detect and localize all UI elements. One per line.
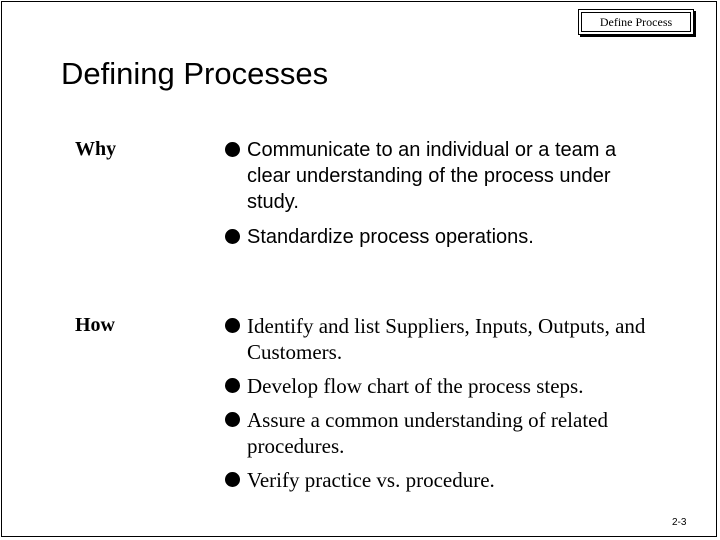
bullet-icon [225,142,240,157]
section-label-why: Why [75,138,117,160]
bullet-icon [225,378,240,393]
list-item [224,407,664,459]
list-item [224,373,664,399]
section-label-how: How [75,314,115,336]
bullet-text: Develop flow chart of the process steps. [247,374,584,398]
bullet-text: Identify and list Suppliers, Inputs, Outputs, and Customers. [247,314,646,364]
page-number: 2-3 [672,517,687,528]
bullet-text: Verify practice vs. procedure. [247,468,495,492]
list-item [224,137,644,215]
bullet-icon [225,229,240,244]
page-title: Defining Processes [61,56,329,91]
how-bullet-list [224,313,664,501]
bullet-icon [225,472,240,487]
list-item [224,467,664,493]
list-item [224,313,664,365]
bullet-text: Standardize process operations. [247,226,534,248]
bullet-icon [225,318,240,333]
section-tag [578,9,694,35]
bullet-text: Assure a common understanding of related procedures. [247,408,608,458]
bullet-icon [225,412,240,427]
why-bullet-list [224,137,644,259]
section-tag-label: Define Process [581,12,691,32]
list-item [224,224,644,250]
bullet-text: Communicate to an individual or a team a clear understanding of the process under study. [247,139,617,213]
